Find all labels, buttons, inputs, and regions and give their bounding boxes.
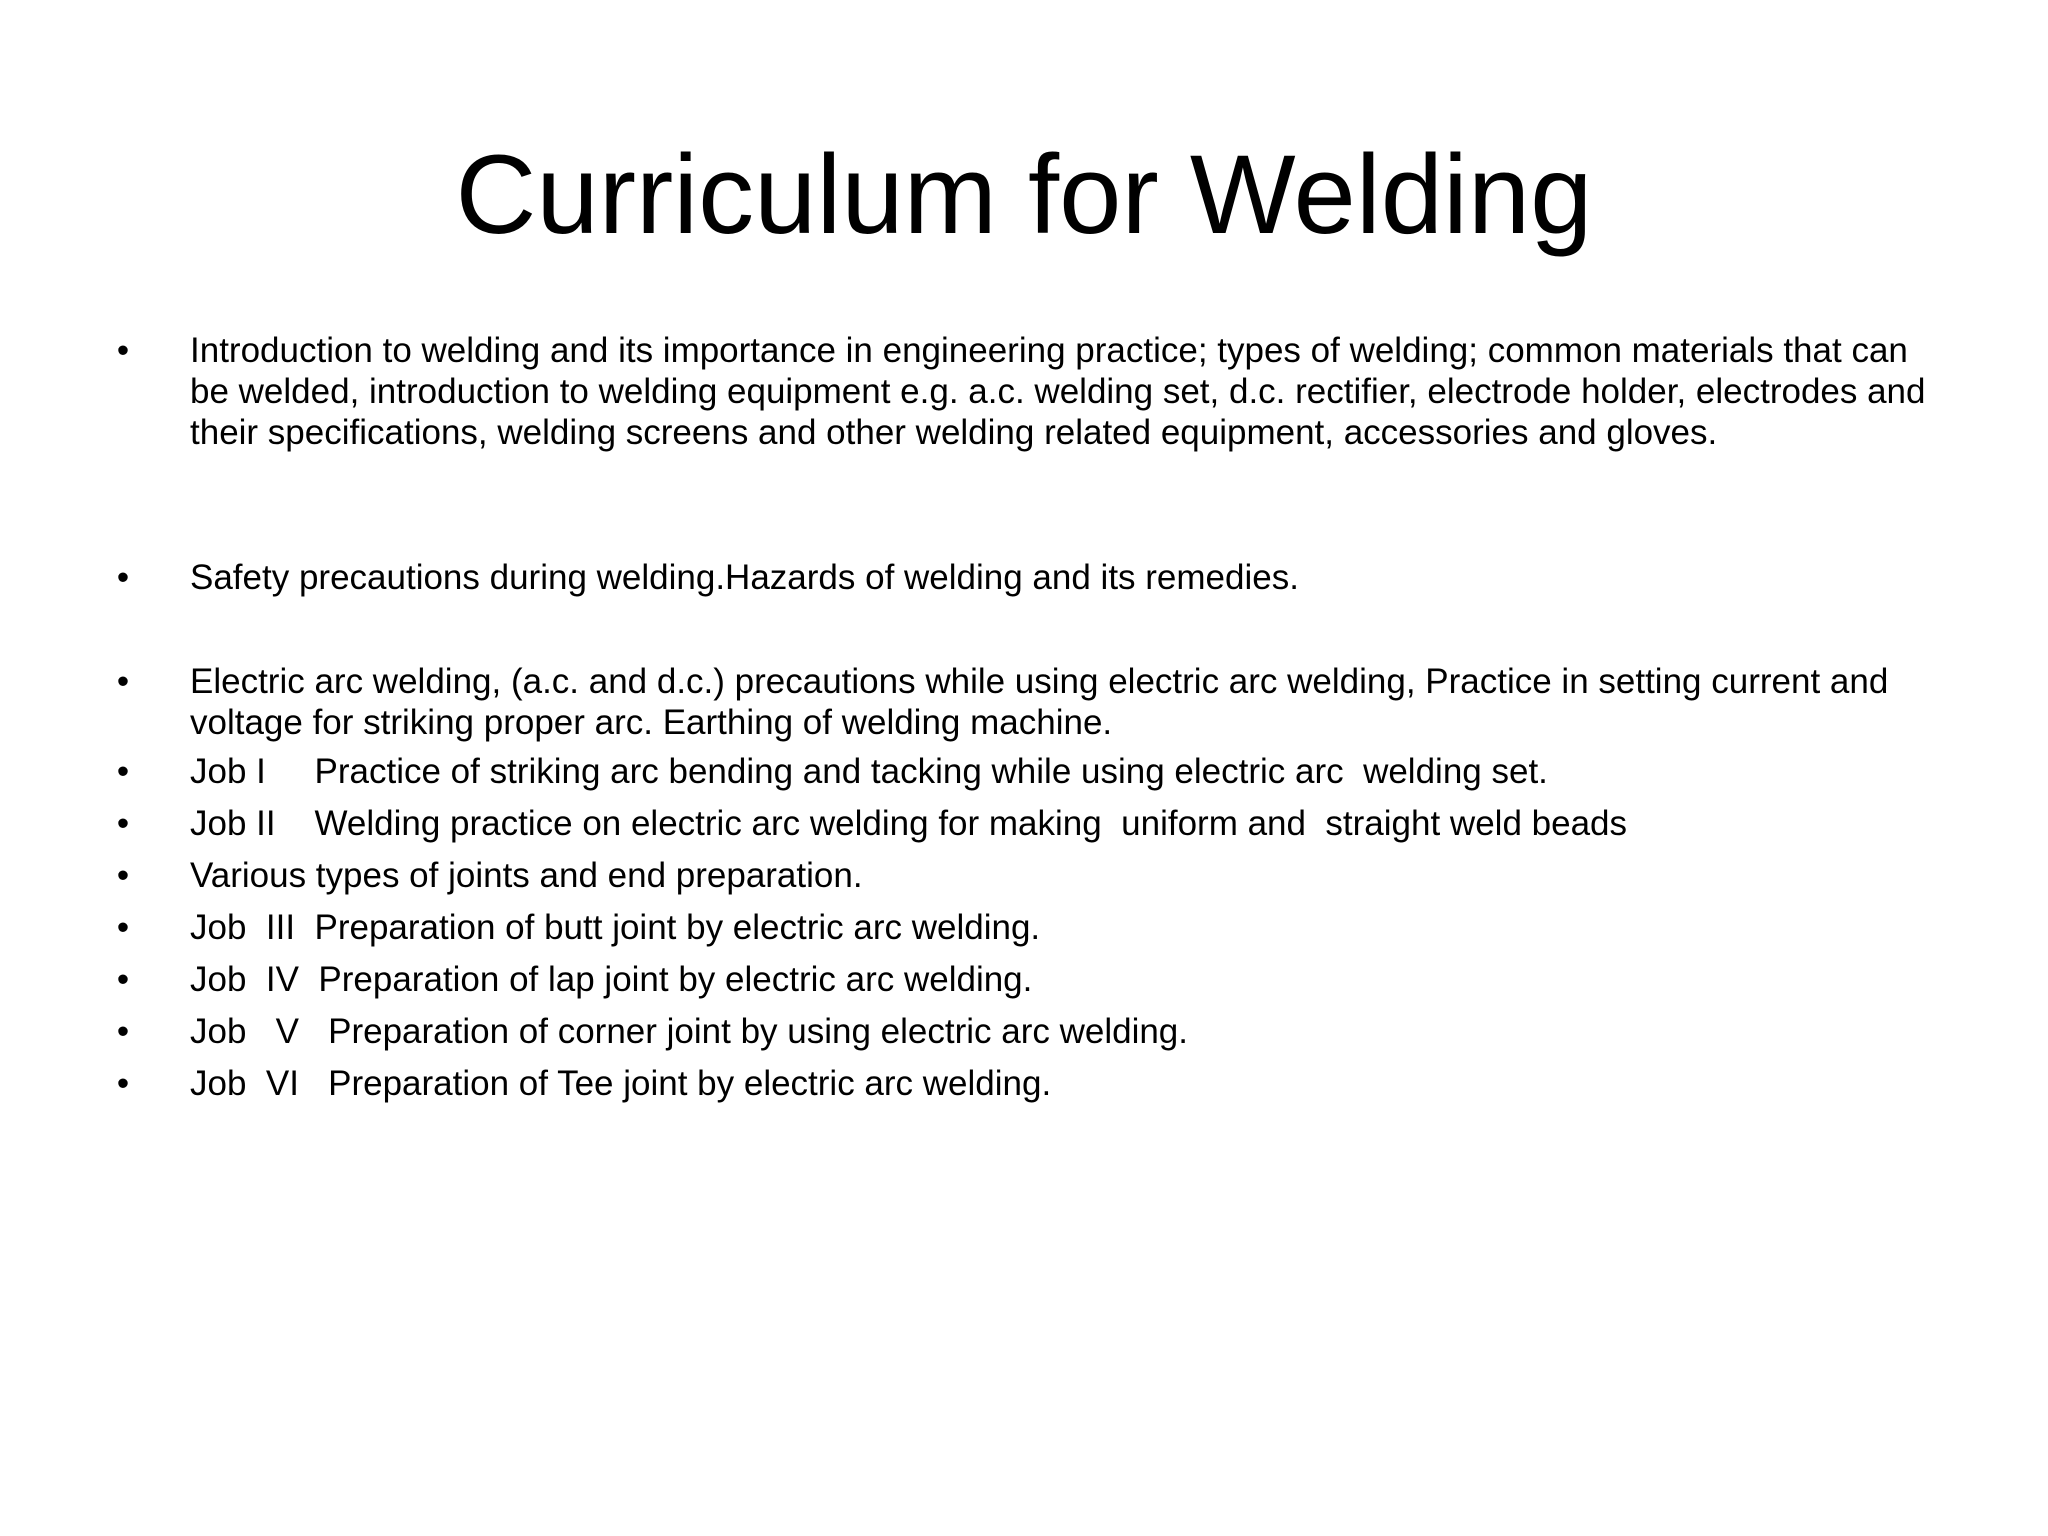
list-item-text: Electric arc welding, (a.c. and d.c.) precautions while using electric arc welding, Practice in setting current and voltage for striking proper arc. Earthing of welding machine.	[190, 662, 1889, 742]
list-item	[116, 751, 1950, 792]
bullet-icon: •	[116, 331, 130, 370]
list-item	[116, 907, 1950, 948]
bullet-icon: •	[116, 908, 130, 947]
slide-title: Curriculum for Welding	[455, 132, 1593, 257]
list-item-text: Job I Practice of striking arc bending and tacking while using electric arc welding set.	[190, 752, 1548, 791]
list-item-text: Job IV Preparation of lap joint by electric arc welding.	[190, 960, 1033, 999]
list-item	[116, 661, 1950, 743]
bullet-icon: •	[116, 804, 130, 843]
list-item-text: Job III Preparation of butt joint by electric arc welding.	[190, 908, 1041, 947]
list-item-text: Job II Welding practice on electric arc welding for making uniform and straight weld beads	[190, 804, 1627, 843]
list-item	[116, 959, 1950, 1000]
list-item	[116, 1063, 1950, 1104]
list-item-text: Introduction to welding and its importance in engineering practice; types of welding; common materials that can be welded, introduction to welding equipment e.g. a.c. welding set, d.c. rectifier, electrode holder, electrodes and their specifications, welding screens and other welding related equipment, accessories and gloves.	[190, 331, 1926, 452]
list-item	[116, 1011, 1950, 1052]
list-item	[116, 557, 1950, 598]
list-item	[116, 330, 1950, 453]
bullet-icon: •	[116, 1064, 130, 1103]
bullet-icon: •	[116, 960, 130, 999]
bullet-icon: •	[116, 558, 130, 597]
bullet-icon: •	[116, 662, 130, 701]
bullet-icon: •	[116, 1012, 130, 1051]
bullet-icon: •	[116, 856, 130, 895]
list-item	[116, 803, 1950, 844]
list-item-text: Job V Preparation of corner joint by using electric arc welding.	[190, 1012, 1188, 1051]
list-item-text: Job VI Preparation of Tee joint by electric arc welding.	[190, 1064, 1052, 1103]
list-item-text: Various types of joints and end preparation.	[190, 856, 863, 895]
bullet-icon: •	[116, 752, 130, 791]
list-item-text: Safety precautions during welding.Hazards of welding and its remedies.	[190, 558, 1299, 597]
list-item	[116, 855, 1950, 896]
